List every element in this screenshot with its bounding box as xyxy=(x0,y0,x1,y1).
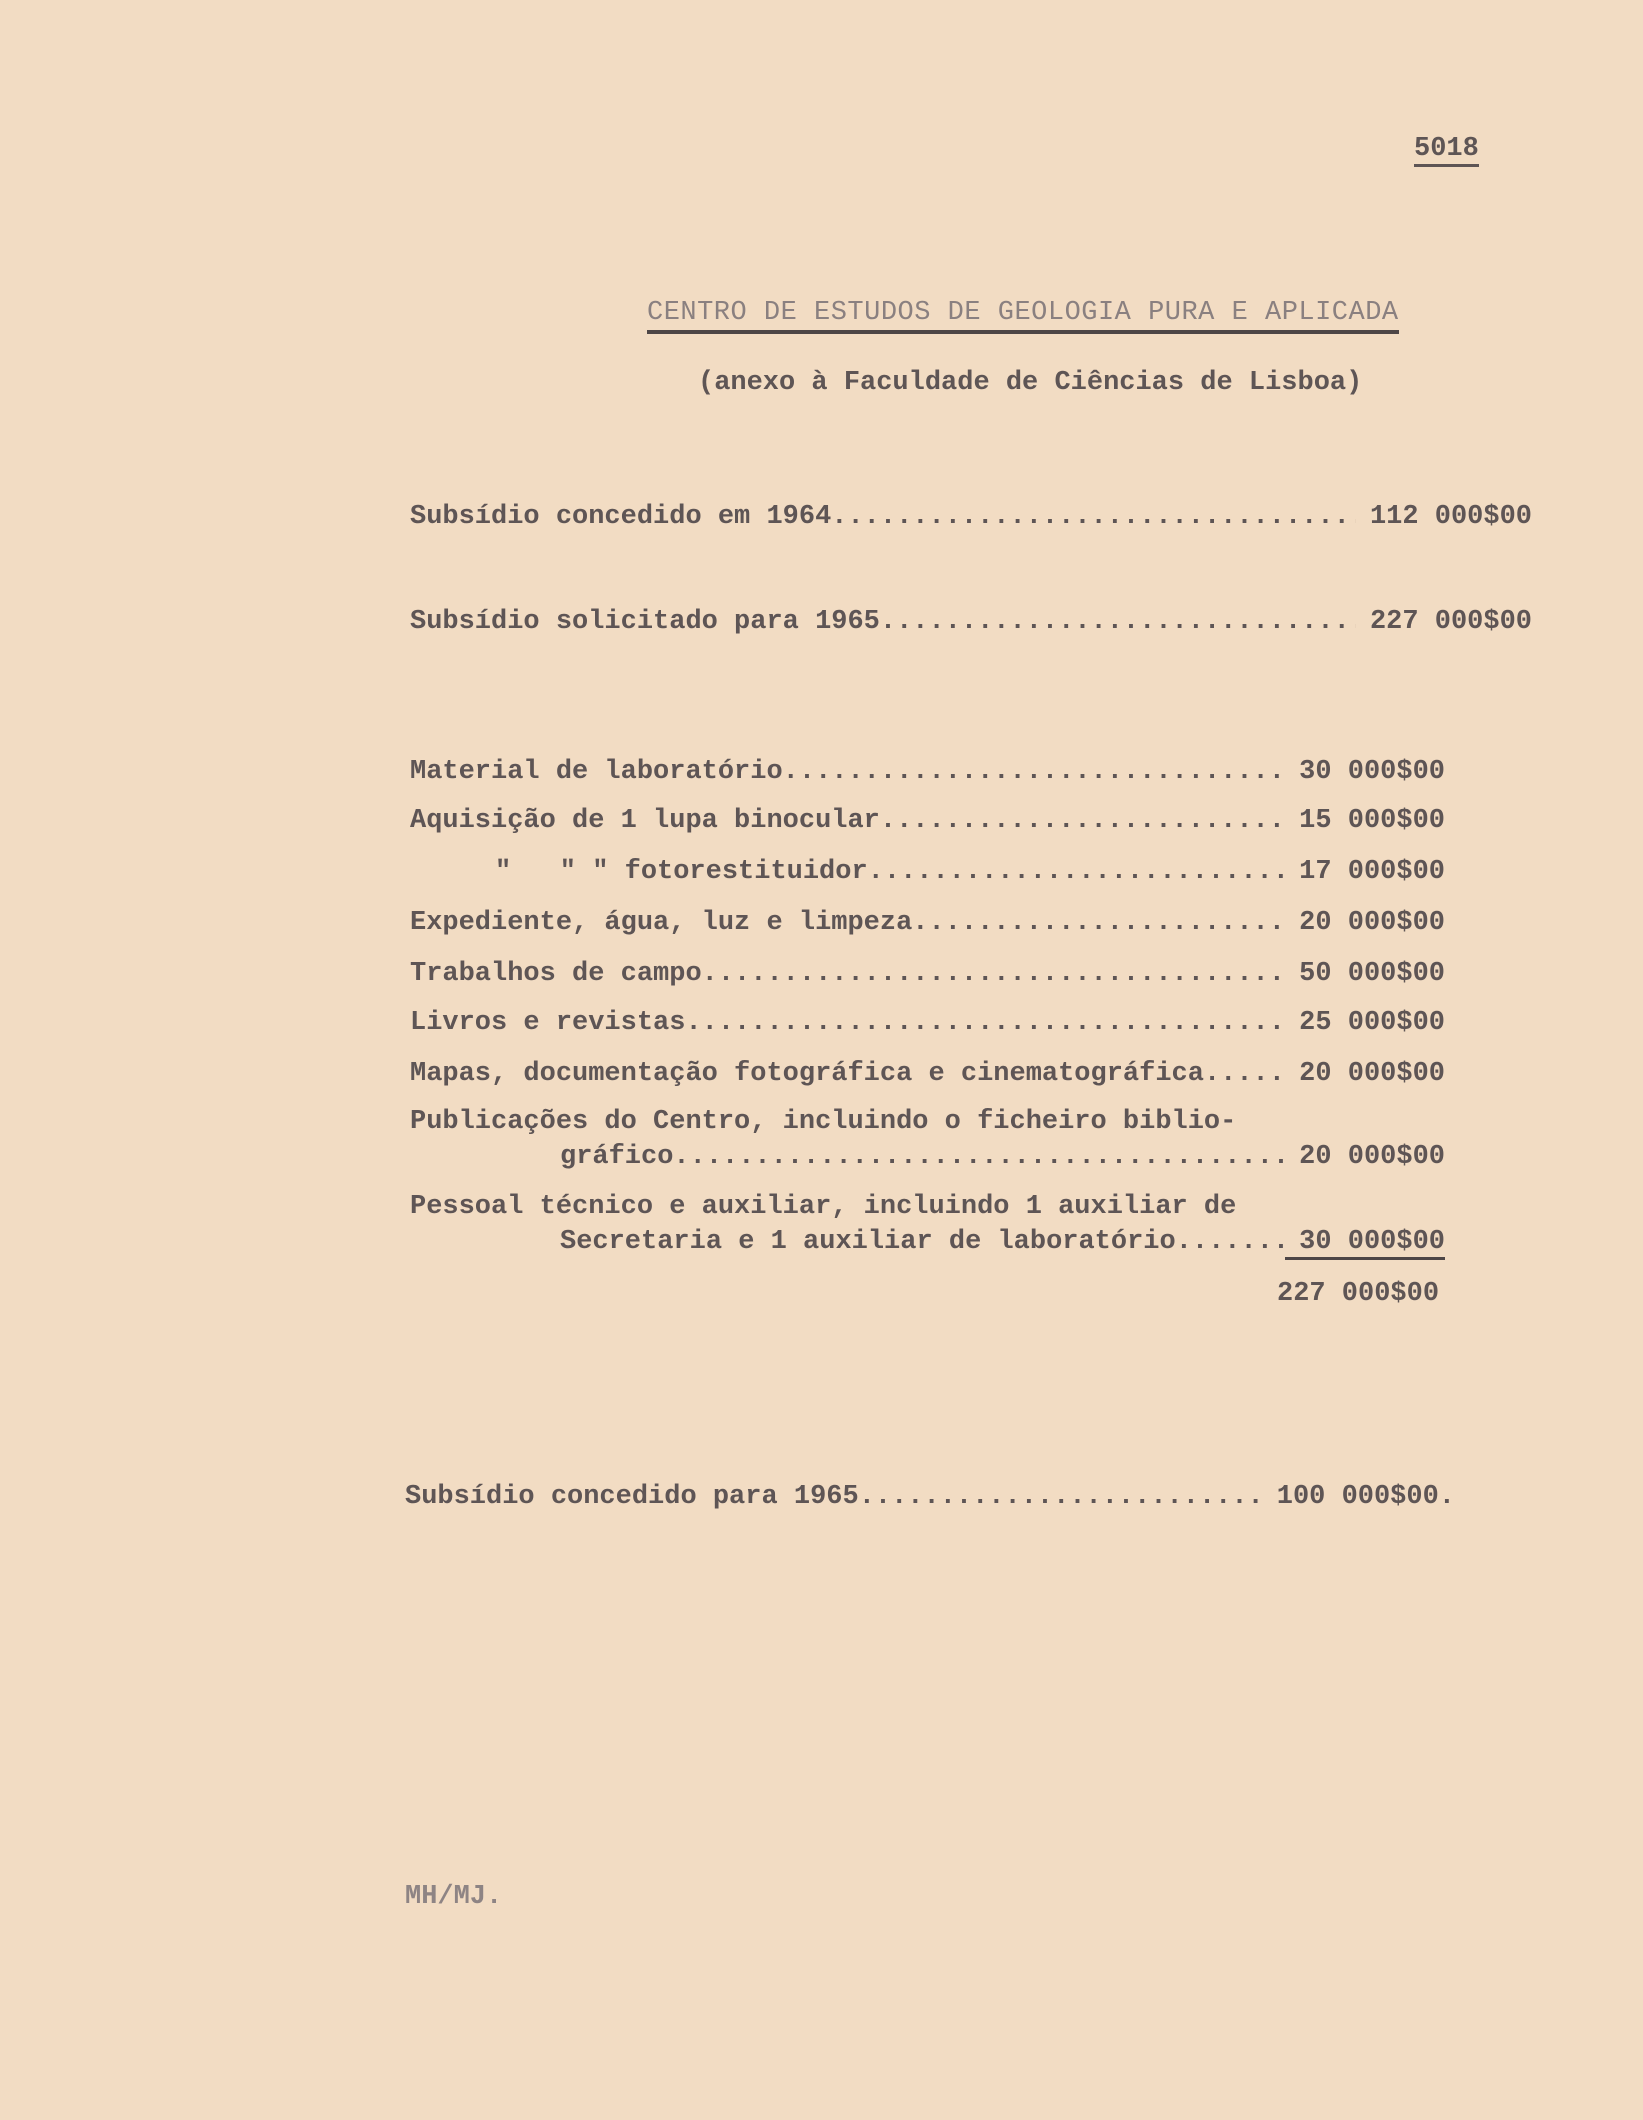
item-amount: 20 000$00 xyxy=(1299,908,1445,938)
item-amount: 30 000$00 xyxy=(1285,1227,1445,1260)
item-amount: 25 000$00 xyxy=(1299,1008,1445,1038)
item-label: Aquisição de 1 lupa binocular xyxy=(410,806,880,836)
page-number: 5018 xyxy=(1414,134,1479,167)
budget-item xyxy=(410,1059,1445,1089)
dot-leader xyxy=(880,607,1356,637)
typist-initials: MH/MJ. xyxy=(405,1882,503,1912)
item-amount: 15 000$00 xyxy=(1299,806,1445,836)
item-label: Trabalhos de campo xyxy=(410,959,702,989)
item-label-line1: Pessoal técnico e auxiliar, incluindo 1 auxiliar de xyxy=(410,1192,1237,1222)
dot-leader xyxy=(1204,1059,1285,1089)
item-amount: 20 000$00 xyxy=(1299,1059,1445,1089)
item-amount: 50 000$00 xyxy=(1299,959,1445,989)
document-subtitle: (anexo à Faculdade de Ciências de Lisboa) xyxy=(698,368,1363,398)
budget-total: 227 000$00 xyxy=(1277,1279,1440,1309)
summary-amount: 227 000$00 xyxy=(1369,607,1532,637)
item-label-line1: Publicações do Centro, incluindo o ficheiro biblio- xyxy=(410,1107,1237,1137)
dot-leader xyxy=(783,757,1286,787)
dot-leader xyxy=(859,1482,1263,1512)
budget-item xyxy=(410,757,1445,787)
dot-leader xyxy=(685,1008,1285,1038)
item-label: Mapas, documentação fotográfica e cinematográfica xyxy=(410,1059,1204,1089)
item-label: Material de laboratório xyxy=(410,757,783,787)
dot-leader xyxy=(868,857,1286,887)
final-amount: 100 000$00. xyxy=(1276,1482,1455,1512)
item-label: " " " fotorestituidor xyxy=(495,857,868,887)
budget-item xyxy=(410,806,1445,836)
item-amount: 20 000$00 xyxy=(1299,1142,1445,1172)
document-title: CENTRO DE ESTUDOS DE GEOLOGIA PURA E APLICADA xyxy=(647,298,1399,334)
item-label: gráfico xyxy=(560,1142,674,1172)
budget-item xyxy=(560,1227,1445,1260)
final-label: Subsídio concedido para 1965 xyxy=(405,1482,859,1512)
item-label: Livros e revistas xyxy=(410,1008,686,1038)
dot-leader xyxy=(673,1142,1285,1172)
item-amount: 17 000$00 xyxy=(1299,857,1445,887)
item-amount: 30 000$00 xyxy=(1299,757,1445,787)
budget-item xyxy=(495,857,1445,887)
summary-label: Subsídio concedido em 1964 xyxy=(410,502,832,532)
dot-leader xyxy=(912,908,1285,938)
budget-item xyxy=(410,959,1445,989)
dot-leader xyxy=(702,959,1286,989)
summary-row-granted-1964 xyxy=(410,502,1532,532)
dot-leader xyxy=(831,502,1356,532)
budget-item xyxy=(410,1008,1445,1038)
budget-item xyxy=(410,908,1445,938)
summary-label: Subsídio solicitado para 1965 xyxy=(410,607,880,637)
final-row-granted-1965 xyxy=(405,1482,1455,1512)
summary-amount: 112 000$00 xyxy=(1369,502,1532,532)
item-label: Expediente, água, luz e limpeza xyxy=(410,908,913,938)
summary-row-requested-1965 xyxy=(410,607,1532,637)
budget-item xyxy=(560,1142,1445,1172)
dot-leader xyxy=(1176,1227,1285,1257)
dot-leader xyxy=(880,806,1285,836)
item-label: Secretaria e 1 auxiliar de laboratório xyxy=(560,1227,1176,1257)
